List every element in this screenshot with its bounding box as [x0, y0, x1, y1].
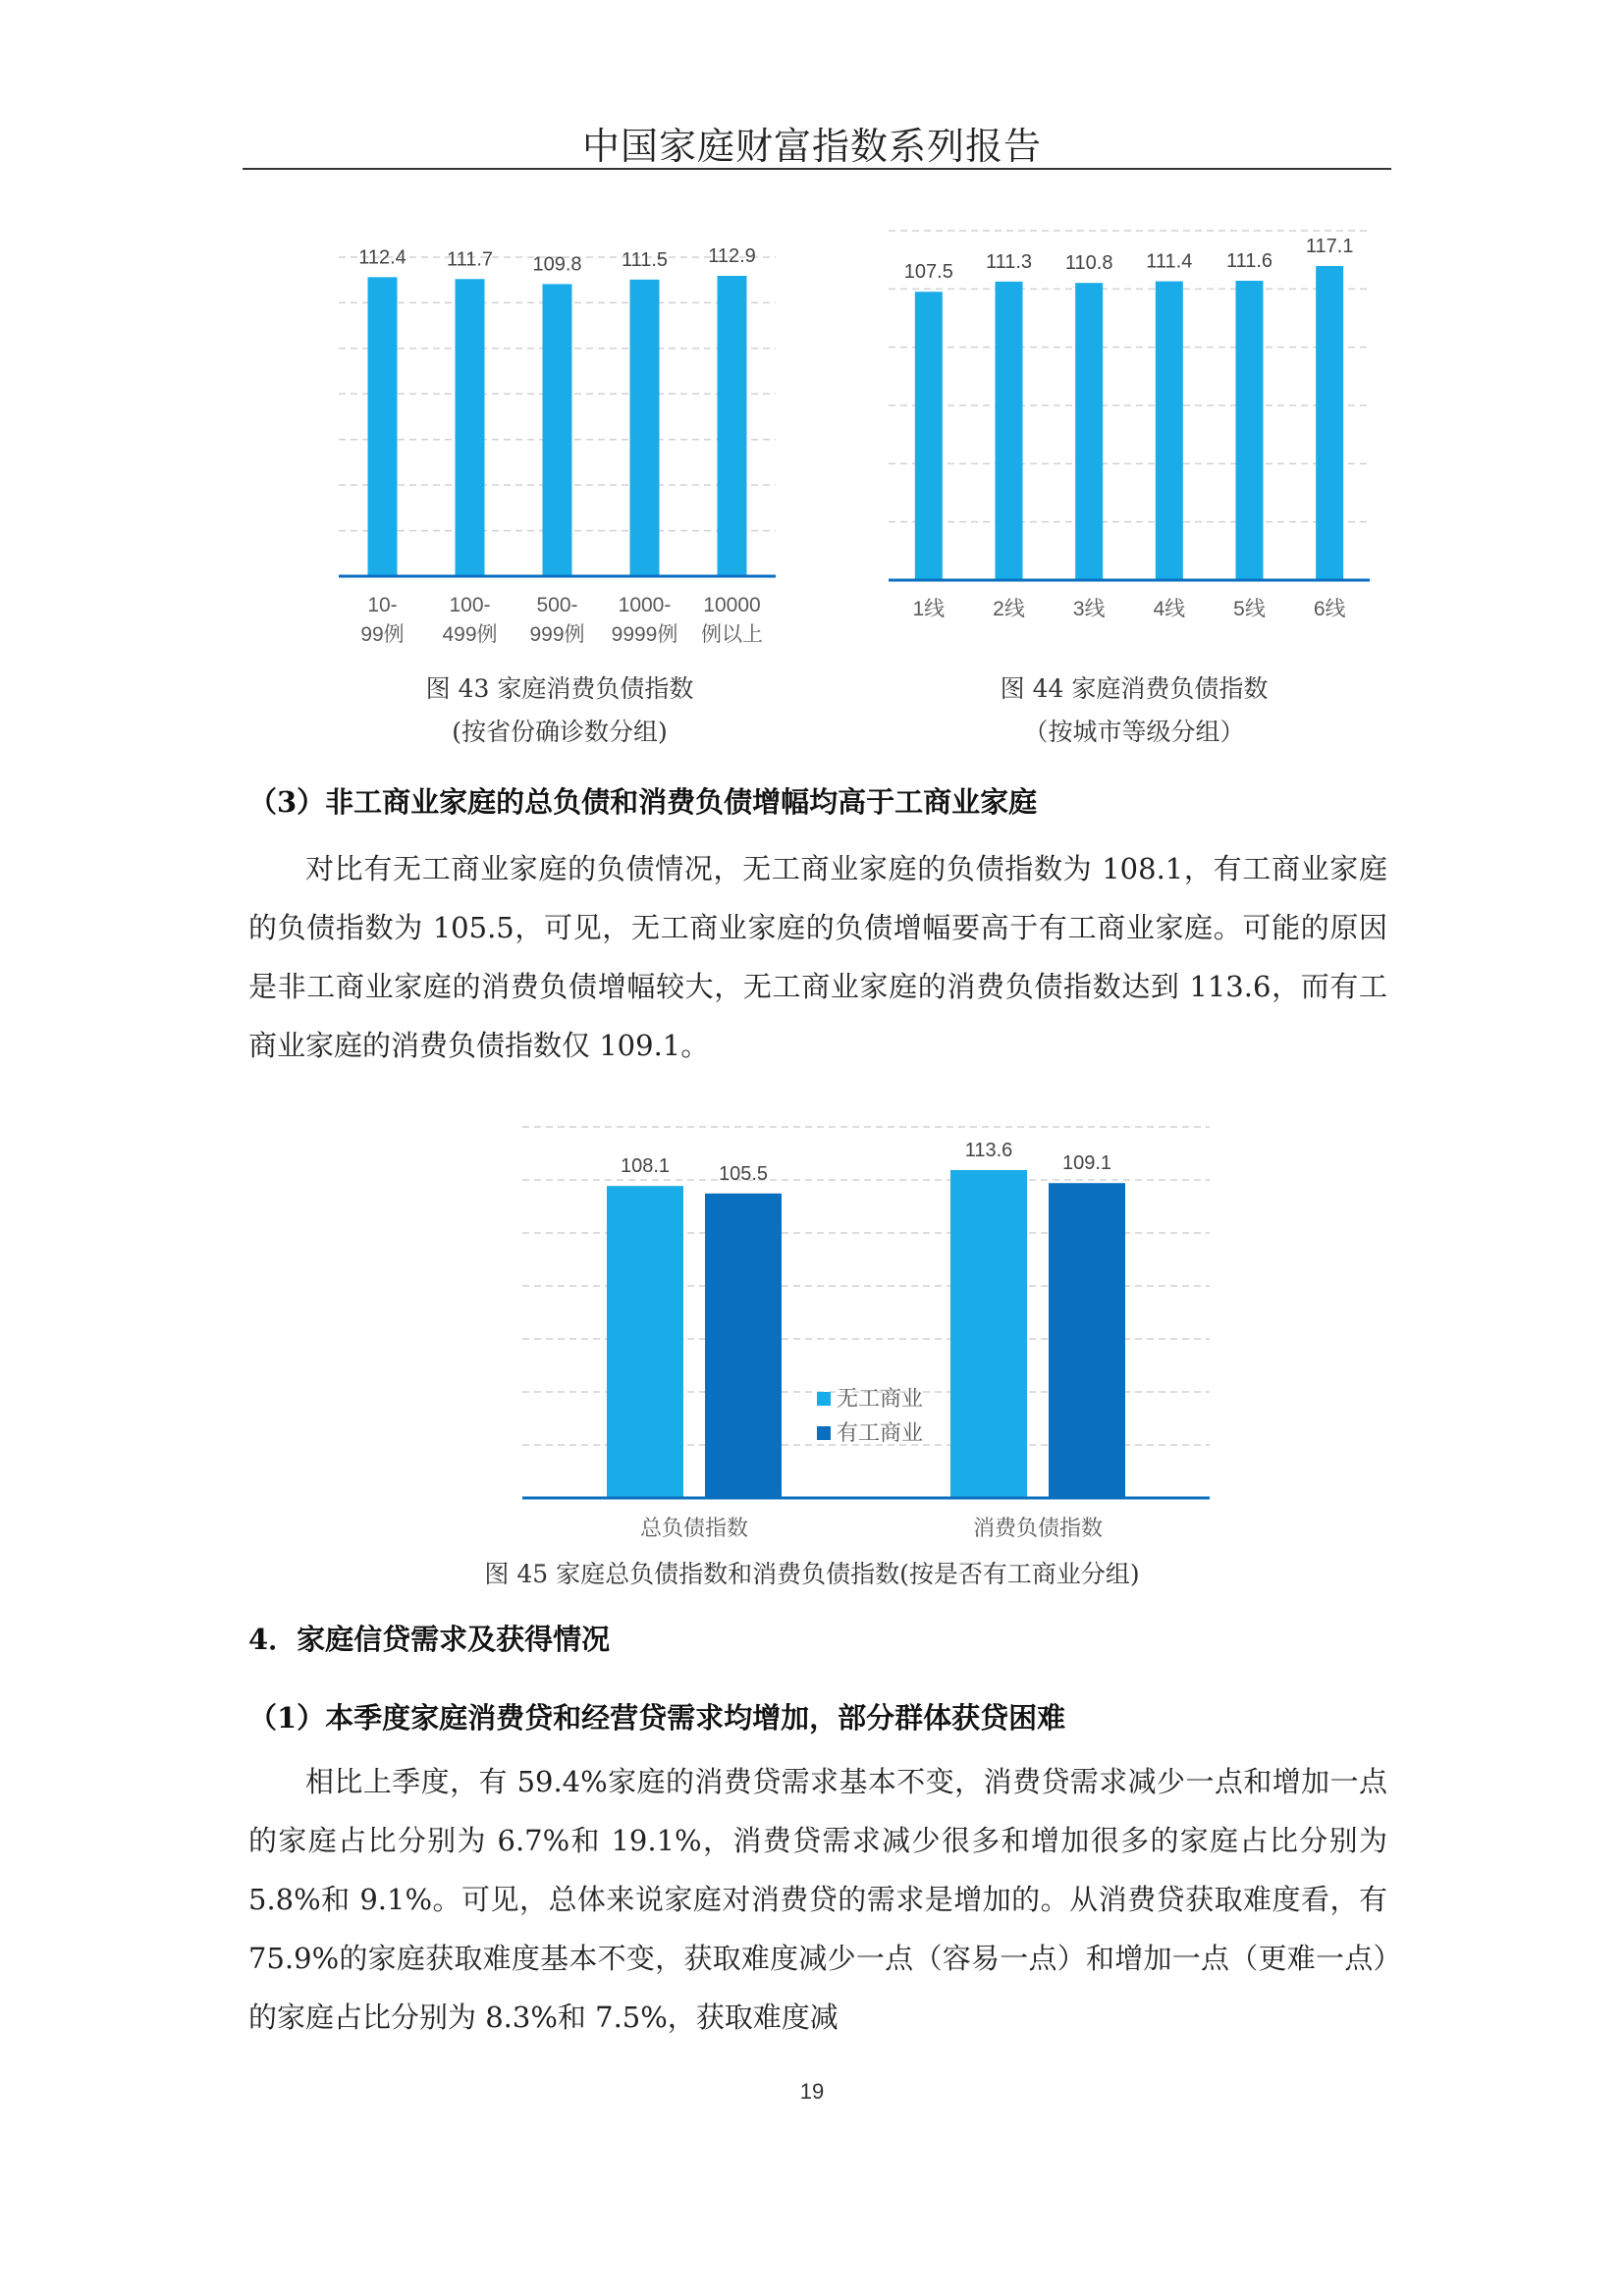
section-4-subheading: （1）本季度家庭消费贷和经营贷需求均增加，部分群体获贷困难 — [248, 1701, 1066, 1735]
figure-43-chart — [334, 221, 785, 663]
figure-44-chart — [889, 221, 1380, 633]
figure-45-chart — [511, 1119, 1227, 1561]
category-label: 499例 — [442, 623, 498, 646]
data-label: 111.3 — [985, 250, 1033, 273]
legend-label: 有工商业 — [837, 1420, 924, 1445]
data-label: 112.4 — [358, 246, 406, 269]
data-label: 117.1 — [1305, 236, 1354, 257]
category-label: 99例 — [360, 623, 405, 646]
data-label: 111.6 — [1225, 250, 1273, 273]
bar — [1049, 1183, 1125, 1498]
bar — [1316, 266, 1343, 580]
data-label: 111.4 — [1146, 250, 1193, 273]
data-label: 110.8 — [1064, 252, 1113, 275]
page-number: 19 — [799, 2079, 825, 2104]
category-label: 1线 — [912, 598, 946, 620]
report-header-title: 中国家庭财富指数系列报告 — [581, 125, 1042, 168]
legend-swatch — [817, 1426, 831, 1440]
bar — [950, 1170, 1027, 1498]
figure-43-caption-title: 图 43 家庭消费负债指数 — [425, 674, 694, 703]
header-rule — [243, 168, 1391, 170]
category-label: 500- — [536, 594, 578, 616]
data-label: 107.5 — [903, 261, 953, 284]
category-label: 例以上 — [701, 623, 763, 646]
data-label: 108.1 — [620, 1155, 671, 1178]
category-label: 2线 — [993, 598, 1025, 620]
data-label: 113.6 — [964, 1140, 1013, 1161]
bar — [630, 280, 660, 576]
data-label: 111.5 — [621, 248, 669, 271]
figure-44-caption-subtitle: （按城市等级分组） — [1023, 718, 1245, 746]
data-label: 109.1 — [1061, 1152, 1112, 1175]
category-label: 6线 — [1313, 598, 1346, 620]
data-label: 105.5 — [718, 1162, 769, 1185]
category-label: 4线 — [1153, 598, 1186, 620]
bar — [607, 1186, 683, 1498]
bar — [705, 1194, 782, 1498]
legend-swatch — [817, 1392, 831, 1406]
figure-44-caption-title: 图 44 家庭消费负债指数 — [1000, 674, 1269, 703]
category-label: 10000 — [703, 594, 761, 616]
category-label: 100- — [449, 594, 491, 616]
section-4-heading: 4．家庭信贷需求及获得情况 — [248, 1623, 611, 1656]
category-label: 消费负债指数 — [972, 1516, 1104, 1540]
data-label: 109.8 — [532, 253, 582, 276]
category-label: 1000- — [618, 594, 672, 616]
section-3-paragraph: 对比有无工商业家庭的负债情况，无工商业家庭的负债指数为 108.1，有工商业家庭的负债指数为 105.5，可见，无工商业家庭的负债增幅要高于有工商业家庭。可能的原因是非工商业家庭的消费负债增幅较大，无工商业家庭的消费负债指数达到 113.6，而有工商业家庭的消费负债指数仅 109.1。 — [248, 852, 1387, 1062]
bar — [1075, 283, 1103, 580]
category-label: 5线 — [1233, 598, 1266, 620]
category-label: 3线 — [1072, 598, 1106, 620]
data-label: 111.7 — [446, 248, 494, 271]
bar — [543, 284, 572, 576]
figure-45-caption: 图 45 家庭总负债指数和消费负债指数(按是否有工商业分组) — [484, 1560, 1140, 1588]
figure-43-caption-subtitle: (按省份确诊数分组) — [452, 718, 668, 746]
section-3-heading: （3）非工商业家庭的总负债和消费负债增幅均高于工商业家庭 — [248, 785, 1038, 819]
bar — [456, 279, 485, 576]
bar — [718, 276, 747, 576]
bar — [915, 292, 943, 580]
bar — [1236, 281, 1264, 580]
category-label: 总负债指数 — [639, 1516, 749, 1540]
category-label: 999例 — [529, 623, 585, 646]
figure-43-caption — [324, 667, 795, 754]
category-label: 10- — [367, 594, 398, 616]
bar — [996, 282, 1023, 580]
legend-label: 无工商业 — [837, 1386, 924, 1411]
section-4-paragraph: 相比上季度，有 59.4%家庭的消费贷需求基本不变，消费贷需求减少一点和增加一点的家庭占比分别为 6.7%和 19.1%，消费贷需求减少很多和增加很多的家庭占比分别为 5.8%和 9.1%。可见，总体来说家庭对消费贷的需求是增加的。从消费贷获取难度看，有 75.9%的家庭获取难度基本不变，获取难度减少一点（容易一点）和增加一点（更难一点）的家庭占比分别为 8.3%和 7.5%，获取难度减 — [248, 1765, 1387, 2034]
category-label: 9999例 — [611, 623, 678, 646]
bar — [368, 277, 398, 576]
data-label: 112.9 — [708, 245, 756, 267]
figure-44-caption — [889, 667, 1380, 754]
bar — [1156, 282, 1183, 580]
